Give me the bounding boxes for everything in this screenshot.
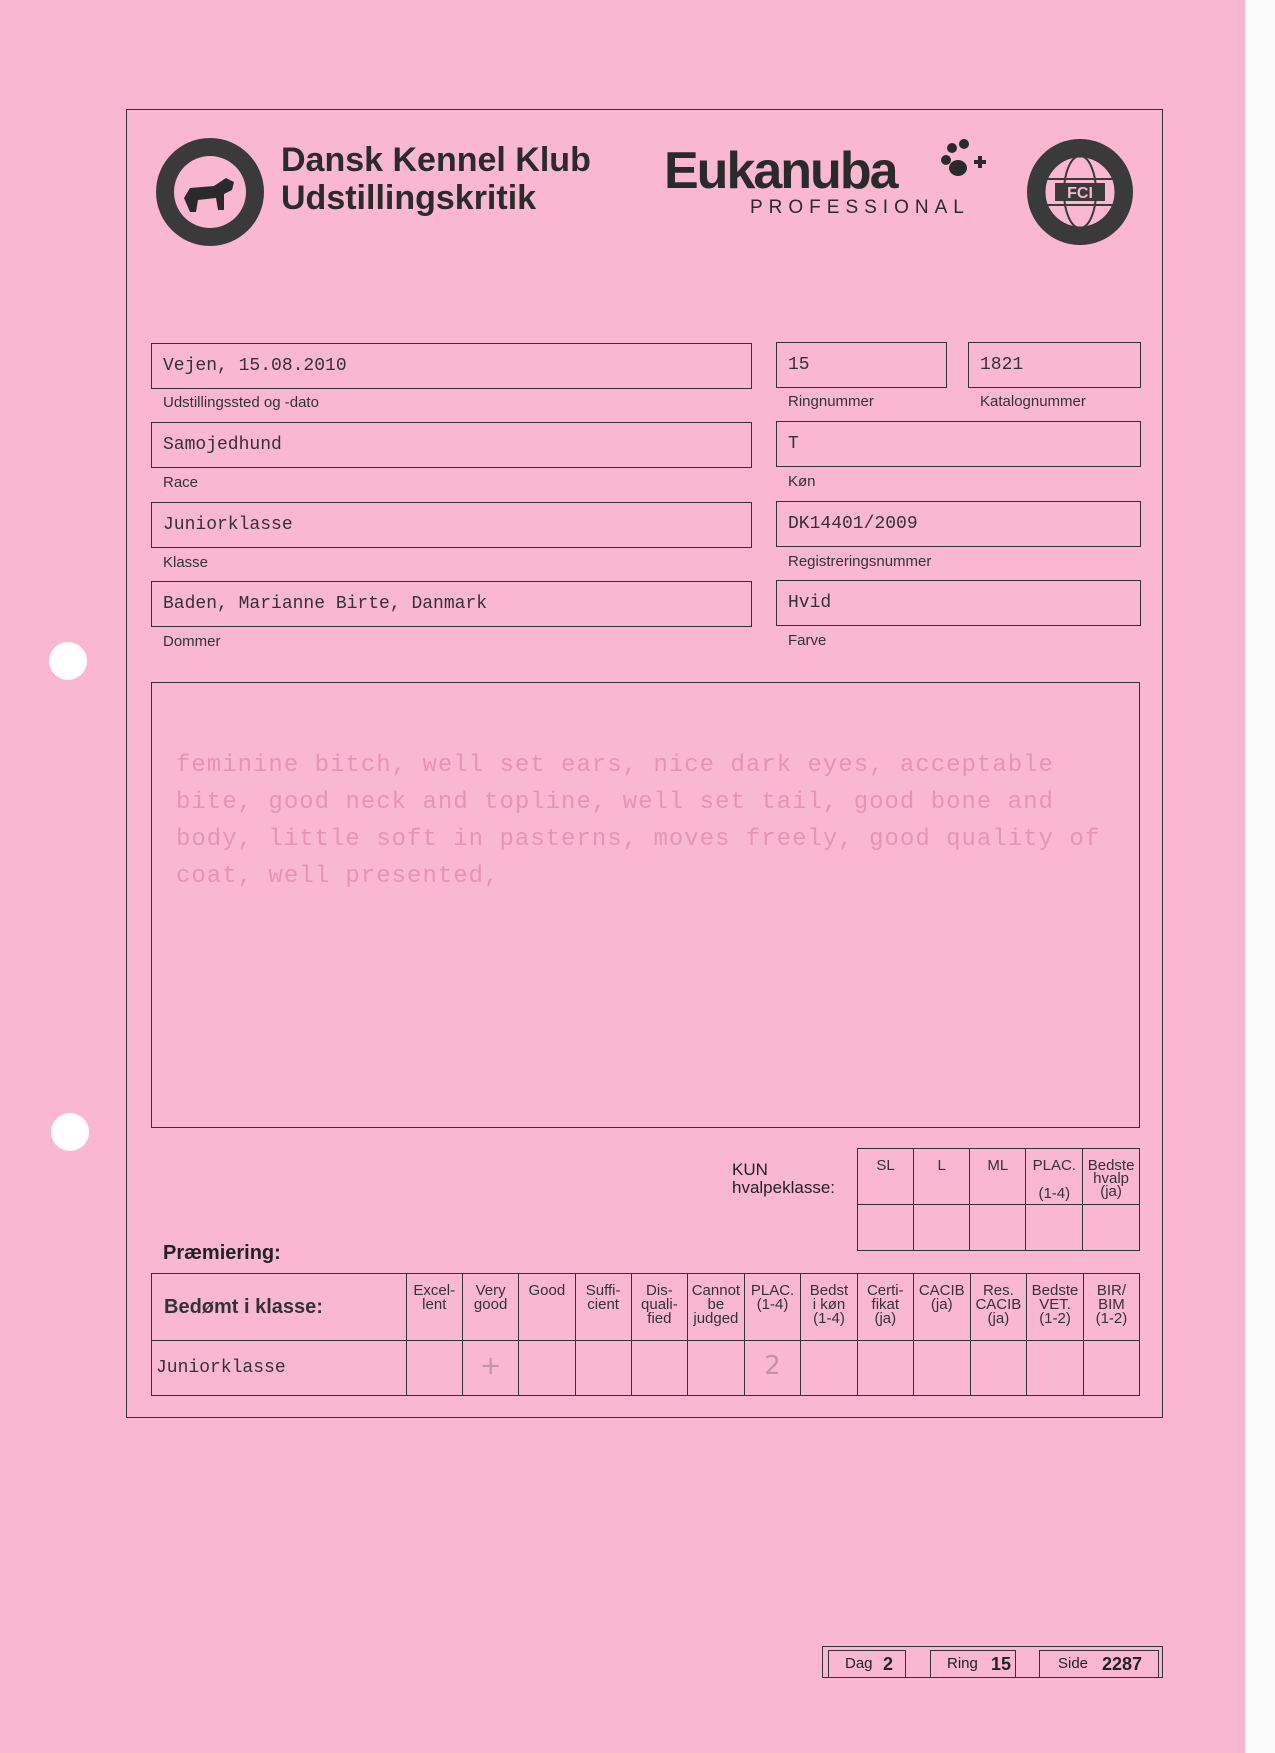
award-cell[interactable]	[744, 1341, 801, 1396]
award-cell[interactable]	[857, 1341, 913, 1396]
award-cell[interactable]	[463, 1341, 519, 1396]
puppy-col-label: PLAC.	[1032, 1157, 1076, 1174]
award-column-label: PLAC.	[750, 1282, 795, 1299]
page-value: 2287	[1102, 1654, 1143, 1674]
puppy-col-label: L	[937, 1157, 946, 1174]
title-line-2: Udstillingskritik	[281, 179, 537, 217]
day-value: 2	[883, 1654, 894, 1674]
puppy-col-plac	[1026, 1149, 1083, 1205]
puppy-col-ml	[970, 1149, 1026, 1205]
award-column-label: Suffi- cient	[585, 1282, 621, 1313]
puppy-cell-best[interactable]	[1083, 1205, 1140, 1251]
puppy-label-line-2: hvalpeklasse:	[732, 1178, 836, 1197]
ring-number-label: Ringnummer	[788, 393, 874, 410]
award-column-header	[406, 1274, 462, 1341]
awards-heading: Præmiering:	[163, 1242, 281, 1264]
award-column-header	[688, 1274, 745, 1341]
awards-row-header: Bedømt i klasse:	[152, 1274, 407, 1341]
ring-footer-label: Ring	[947, 1655, 978, 1672]
ring-number-field[interactable]: 15	[776, 342, 947, 388]
award-cell[interactable]	[631, 1341, 687, 1396]
award-column-sub: (1-2)	[1039, 1310, 1071, 1327]
puppy-label-line-1: KUN	[732, 1160, 768, 1179]
day-label: Dag	[845, 1655, 873, 1672]
award-cell[interactable]	[519, 1341, 575, 1396]
class-field[interactable]: Juniorklasse	[151, 502, 752, 548]
judge-label: Dommer	[163, 633, 221, 650]
award-cell[interactable]	[970, 1341, 1027, 1396]
puppy-col-sl	[858, 1149, 914, 1205]
day-box	[828, 1650, 906, 1678]
award-column-label: CACIB	[918, 1282, 965, 1299]
breed-label: Race	[163, 474, 199, 491]
title-line-1: Dansk Kennel Klub	[281, 141, 591, 179]
award-column-label: Cannot be judged	[691, 1282, 741, 1327]
venue-date-field[interactable]: Vejen, 15.08.2010	[151, 343, 752, 389]
award-column-label: Bedste VET.	[1031, 1282, 1079, 1313]
award-column-label: Dis- quali- fied	[641, 1282, 678, 1327]
puppy-col-l	[914, 1149, 970, 1205]
puppy-col-label: ML	[987, 1157, 1009, 1174]
puppy-class-table	[857, 1148, 1140, 1251]
puppy-col-label: Bedste hvalp	[1087, 1157, 1135, 1187]
ring-box	[930, 1650, 1016, 1678]
puppy-col-sub: (ja)	[1100, 1183, 1122, 1200]
puppy-cell-plac[interactable]	[1026, 1205, 1083, 1251]
registration-number-label: Registreringsnummer	[788, 553, 932, 570]
award-cell[interactable]	[801, 1341, 857, 1396]
award-column-header	[857, 1274, 913, 1341]
award-column-label: Res. CACIB	[975, 1282, 1022, 1313]
awards-class-entry: Juniorklasse	[152, 1341, 407, 1396]
punch-hole	[49, 642, 87, 680]
awards-table	[151, 1273, 1140, 1396]
dkk-logo	[154, 136, 266, 248]
award-cell[interactable]	[1027, 1341, 1084, 1396]
award-column-sub: (ja)	[874, 1310, 897, 1327]
venue-date-label: Udstillingssted og -dato	[163, 394, 319, 411]
placement-mark: 2	[764, 1351, 781, 1381]
award-column-header	[1083, 1274, 1139, 1341]
award-column-label: BIR/ BIM	[1096, 1282, 1127, 1313]
award-column-label: Good	[528, 1282, 566, 1299]
page-box	[1039, 1650, 1159, 1678]
critique-text: feminine bitch, well set ears, nice dark eyes, acceptable bite, good neck and topline, well set tail, good bone and body, little soft in pasterns, moves freely, good quality of coat, well presented,	[176, 752, 1101, 890]
award-column-label: Very good	[473, 1282, 508, 1313]
award-cell[interactable]	[406, 1341, 462, 1396]
puppy-class-label	[732, 1161, 835, 1197]
puppy-col-sub: (1-4)	[1038, 1185, 1071, 1202]
very-good-mark: +	[479, 1351, 502, 1381]
breed-field[interactable]: Samojedhund	[151, 422, 752, 468]
award-column-header	[744, 1274, 801, 1341]
page-label: Side	[1058, 1655, 1089, 1672]
punch-hole	[51, 1113, 89, 1151]
award-column-sub: (1-4)	[756, 1296, 789, 1313]
judge-field[interactable]: Baden, Marianne Birte, Danmark	[151, 581, 752, 627]
award-column-header	[519, 1274, 575, 1341]
award-column-label: Bedst i køn	[809, 1282, 849, 1313]
award-column-header	[575, 1274, 631, 1341]
scan-edge	[1245, 0, 1275, 1753]
award-cell[interactable]	[575, 1341, 631, 1396]
color-label: Farve	[788, 632, 827, 649]
award-cell[interactable]	[1083, 1341, 1139, 1396]
award-column-header	[463, 1274, 519, 1341]
registration-number-field[interactable]: DK14401/2009	[776, 501, 1141, 547]
award-column-sub: (1-4)	[813, 1310, 845, 1327]
award-column-sub: (1-2)	[1095, 1310, 1128, 1327]
award-column-header	[1027, 1274, 1084, 1341]
critique-box[interactable]	[151, 682, 1140, 1128]
sponsor-subtitle: PROFESSIONAL	[750, 197, 970, 218]
sex-label: Køn	[788, 473, 816, 490]
fci-logo	[1025, 137, 1135, 247]
class-label: Klasse	[163, 554, 209, 571]
award-cell[interactable]	[913, 1341, 970, 1396]
award-column-header	[801, 1274, 857, 1341]
color-field[interactable]: Hvid	[776, 580, 1141, 626]
puppy-cell-l[interactable]	[914, 1205, 970, 1251]
sponsor-logo: Eukanuba	[664, 142, 897, 200]
award-column-header	[913, 1274, 970, 1341]
paw-icon	[938, 138, 988, 184]
puppy-col-best	[1083, 1149, 1140, 1205]
award-column-header	[631, 1274, 687, 1341]
award-cell[interactable]	[688, 1341, 745, 1396]
catalog-number-label: Katalognummer	[980, 393, 1086, 410]
ring-footer-value: 15	[991, 1654, 1012, 1674]
puppy-col-label: SL	[876, 1157, 895, 1174]
award-column-header	[970, 1274, 1027, 1341]
award-column-label: Certi- fikat	[866, 1282, 904, 1313]
award-column-sub: (ja)	[930, 1296, 953, 1313]
fci-text: FCI	[1067, 185, 1093, 202]
award-column-sub: (ja)	[987, 1310, 1010, 1327]
puppy-cell-ml[interactable]	[970, 1205, 1026, 1251]
award-column-label: Excel- lent	[413, 1282, 456, 1313]
sex-field[interactable]: T	[776, 421, 1141, 467]
puppy-cell-sl[interactable]	[858, 1205, 914, 1251]
catalog-number-field[interactable]: 1821	[968, 342, 1141, 388]
